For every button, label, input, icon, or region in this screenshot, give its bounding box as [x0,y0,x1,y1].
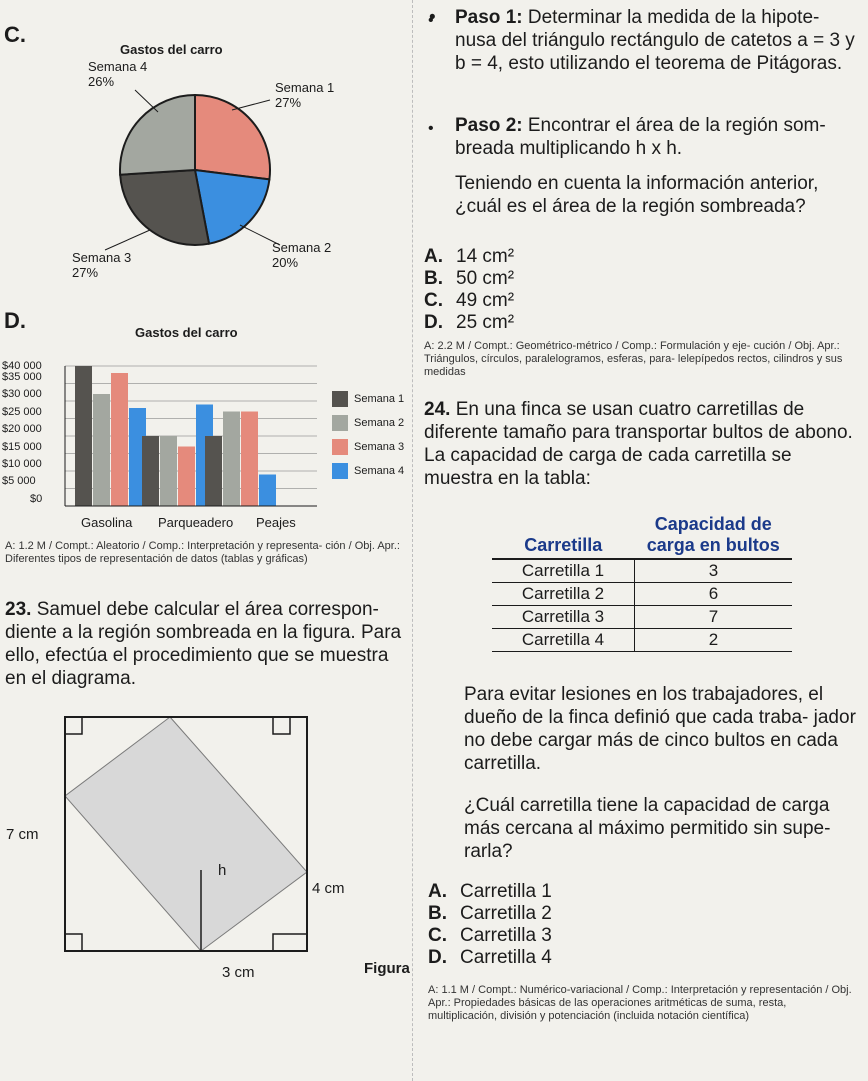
meta-q22: A: 1.2 M / Compt.: Aleatorio / Comp.: Interpretación y representa- ción / Obj. Apr.: Diferentes tipos de representación de datos (tablas y gráficas) [5,540,400,565]
geometry-figure [40,700,360,990]
figure-caption: Figura [364,960,410,977]
y-tick: $40 000 [2,360,42,372]
pie-slice-semana-1 [195,95,270,179]
question-23-prompt: Teniendo en cuenta la información anterior, ¿cuál es el área de la región sombreada? [455,173,819,217]
bar-parqueadero-semana-2 [160,436,177,506]
y-tick: $15 000 [2,440,42,453]
table-row: Carretilla 4 2 [492,629,792,652]
pie-label-semana-4: Semana 4 26% [88,59,148,89]
question-number: 24. [424,399,451,420]
bar-peajes-semana-3 [241,412,258,507]
y-tick: $30 000 [2,388,42,401]
step-1: Paso 1: Determinar la medida de la hipote- nusa del triángulo rectángulo de catetos a = 3 y b = 4, esto utilizando el teorema de Pitágoras. [455,7,855,74]
pie-label-semana-3: Semana 3 27% [72,250,132,280]
q24-context: Para evitar lesiones en los trabajadores, el dueño de la finca definió que cada traba- jador no debe cargar más de cinco bultos en cada carretilla. [464,684,856,774]
bar-title: Gastos del carro [135,325,238,340]
bar-peajes-semana-4 [259,475,276,507]
y-tick: $5 000 [2,475,36,488]
question-text: Samuel debe calcular el área correspon- diente a la región sombreada en la figura. Para ello, efectúa el procedimiento que se muestra en el diagrama. [5,599,402,689]
pie-label-semana-1: Semana 1 27% [275,80,335,110]
bar-parqueadero-semana-3 [178,447,195,507]
bar-chart [55,360,325,512]
meta-q23: A: 2.2 M / Compt.: Geométrico-métrico / Comp.: Formulación y eje- cución / Obj. Apr.: Triángulos, círculos, paralelogramos, esferas, para- lelepípedos rectos, cilindros y sus medidas [424,340,843,378]
x-label-peajes: Peajes [256,515,296,530]
legend-item: Semana 3 [332,435,404,459]
y-tick: $0 [30,492,43,505]
x-label-parqueadero: Parqueadero [158,515,234,530]
bar-y-axis-ticks [2,361,54,505]
answer-option-c[interactable]: C. 49 cm² [424,290,515,311]
figure-side-label: 7 cm [6,826,39,843]
label-option-d: D. [4,308,26,333]
pie-slice-semana-4 [120,95,195,175]
bar-gasolina-semana-2 [93,394,110,506]
table-row: Carretilla 3 7 [492,606,792,629]
question-24 [424,398,854,490]
question-23 [5,598,405,690]
answer-option-d[interactable]: D. 25 cm² [424,312,515,333]
pie-slice-semana-3 [120,170,209,245]
bar-peajes-semana-1 [205,436,222,506]
table-header: Carretilla [492,512,635,559]
bar-gasolina-semana-3 [111,373,128,506]
answer-option-a[interactable]: A. 14 cm² [424,246,515,267]
bar-legend [332,387,404,483]
legend-swatch [332,391,348,407]
shaded-square [65,717,307,951]
y-tick: $10 000 [2,458,42,471]
bullet: • [428,120,434,137]
y-tick: $20 000 [2,423,42,436]
table-row: Carretilla 2 6 [492,583,792,606]
meta-q24: A: 1.1 M / Compt.: Numérico-variacional / Comp.: Interpretación y representación / Obj. Apr.: Propiedades básicas de las operaciones aritméticas de suma, resta, multiplicación, división y potenciación (incluida notación científica) [428,984,852,1022]
legend-item: Semana 1 [332,387,404,411]
answer-option-d[interactable]: D. Carretilla 4 [428,947,552,968]
y-tick: $35 000 [2,371,42,384]
y-tick: $25 000 [2,405,42,418]
table-row: Carretilla 1 3 [492,559,792,583]
q24-prompt: ¿Cuál carretilla tiene la capacidad de carga más cercana al máximo permitido sin supe- rarla? [464,795,831,862]
answer-option-b[interactable]: B. 50 cm² [424,268,515,289]
answer-option-c[interactable]: C. Carretilla 3 [428,925,552,946]
figure-h-value: 4 cm [312,880,345,897]
bar-peajes-semana-2 [223,412,240,507]
answer-option-a[interactable]: A. Carretilla 1 [428,881,552,902]
figure-h-label: h [218,862,227,879]
legend-item: Semana 2 [332,411,404,435]
q23-options [424,246,514,334]
pie-label-semana-2: Semana 2 20% [272,240,332,270]
x-label-gasolina: Gasolina [81,515,133,530]
legend-swatch [332,439,348,455]
pie-title: Gastos del carro [120,42,223,57]
column-divider [412,0,413,1081]
legend-swatch [332,415,348,431]
legend-swatch [332,463,348,479]
bullet: • [428,12,434,29]
question-number: 23. [5,599,32,620]
bar-parqueadero-semana-1 [142,436,159,506]
figure-base-label: 3 cm [222,964,255,981]
table-header-row [492,512,792,559]
bar-gasolina-semana-1 [75,366,92,506]
label-option-c: C. [4,22,26,47]
table-header: Capacidad de carga en bultos [635,512,793,559]
question-text: En una finca se usan cuatro carretillas de diferente tamaño para transportar bultos de abono. La capacidad de carga de cada carretilla se muestra en la tabla: [424,399,853,489]
legend-item: Semana 4 [332,459,404,483]
q24-options [428,881,552,969]
capacity-table [492,512,792,652]
step-2: Paso 2: Encontrar el área de la región som- breada multiplicando h x h. [455,115,826,159]
answer-option-b[interactable]: B. Carretilla 2 [428,903,552,924]
